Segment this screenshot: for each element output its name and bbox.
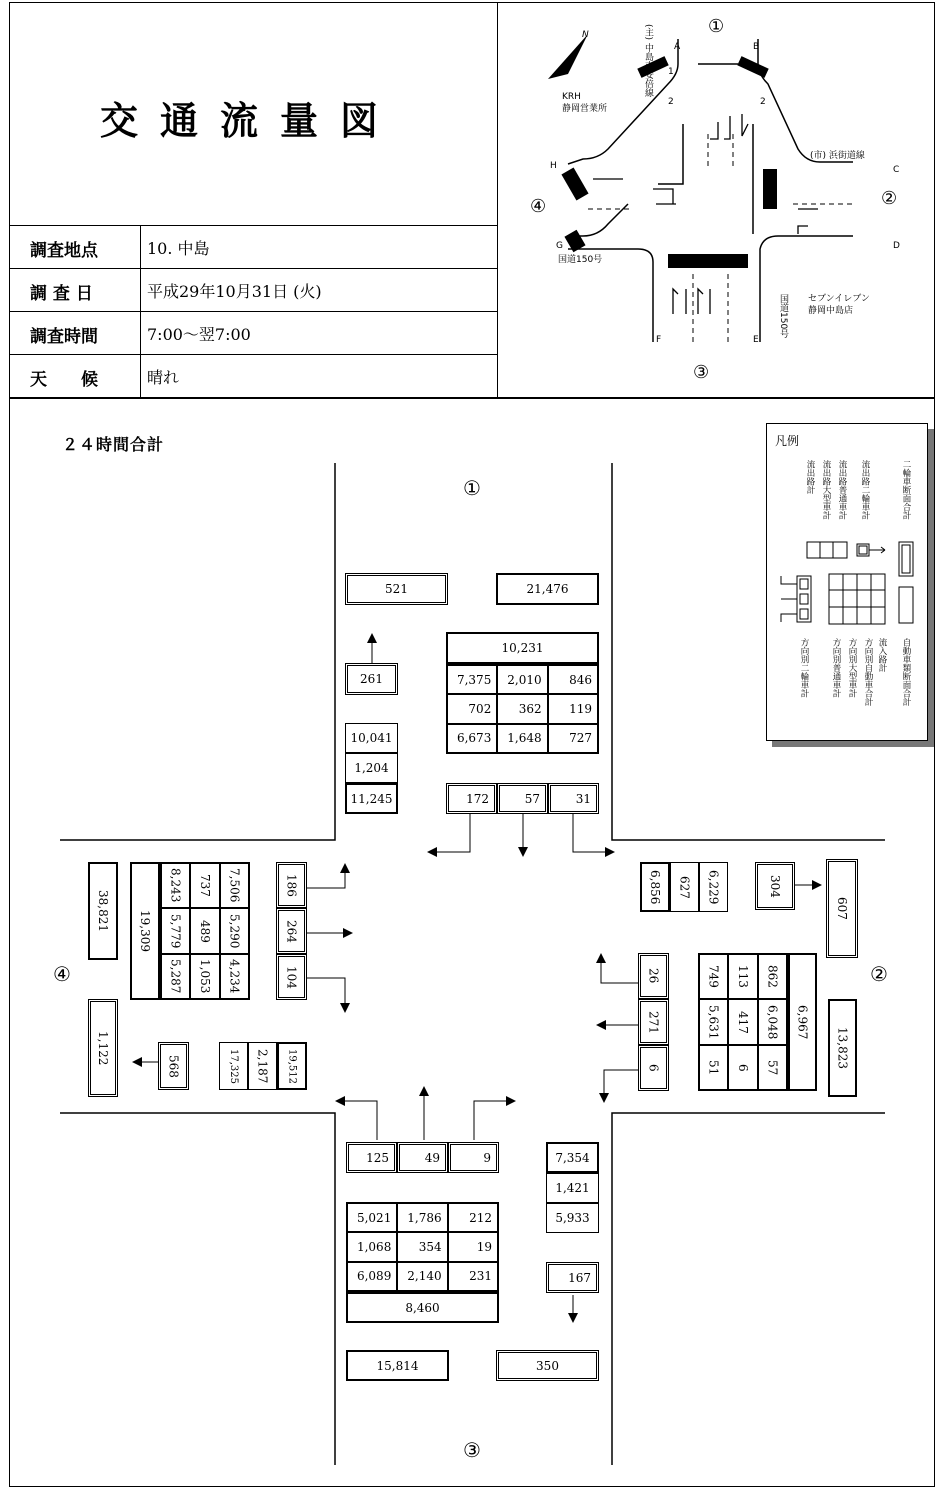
legend-title: 凡例: [775, 434, 800, 448]
map-point: F: [656, 335, 662, 345]
east-twowheel-section-total: 607: [826, 859, 858, 958]
legend-label: 二輪車断面合計: [901, 460, 911, 520]
north-dir-twowheel: 57: [497, 783, 548, 814]
map-lane-mark: 1: [760, 67, 766, 77]
grid-cell: 231: [448, 1262, 498, 1291]
south-direction-grid: [346, 1202, 499, 1292]
south-dir-twowheel: 49: [397, 1142, 448, 1173]
grid-cell: 6,048: [758, 999, 787, 1044]
map-road-west: 国道150号: [558, 255, 603, 265]
subtitle: ２４時間合計: [62, 435, 165, 454]
grid-cell: 7,375: [447, 665, 497, 694]
approach-label-south: ③: [463, 1438, 481, 1462]
map-point: C: [893, 165, 900, 175]
grid-cell: 6: [728, 1045, 757, 1090]
legend-label: 流出路普通車計: [837, 460, 847, 520]
map-lane-mark: 1: [668, 67, 674, 77]
grid-cell: 2,010: [497, 665, 547, 694]
map-approach-label: ①: [708, 16, 725, 37]
west-outflow-total: 19,512: [277, 1042, 307, 1090]
grid-cell: 737: [190, 863, 219, 908]
legend-label: 流出路二輪車計: [860, 460, 870, 520]
legend-label: 方向別大型車計: [847, 638, 857, 698]
grid-cell: 2,140: [397, 1262, 447, 1291]
grid-cell: 119: [548, 694, 598, 723]
grid-cell: 1,068: [347, 1232, 397, 1261]
map-point: B: [753, 42, 760, 52]
grid-cell: 727: [548, 724, 598, 753]
north-outflow-large: 1,204: [345, 753, 398, 783]
south-twowheel-section-total: 350: [496, 1350, 599, 1381]
south-dir-twowheel: 9: [448, 1142, 499, 1173]
value-time: 7:00～翌7:00: [147, 325, 251, 344]
map-approach-label: ④: [530, 196, 547, 217]
grid-cell: 4,234: [220, 954, 249, 999]
north-twowheel-section-total: 521: [345, 573, 448, 605]
map-place-seven: セブンイレブン: [808, 294, 870, 304]
west-dir-twowheel: 186: [276, 862, 307, 908]
label-date: 調 査 日: [30, 284, 93, 304]
map-place-krh: KRH: [562, 92, 581, 102]
south-inflow-total: 8,460: [346, 1292, 499, 1323]
grid-cell: 6,673: [447, 724, 497, 753]
east-dir-twowheel: 271: [638, 999, 669, 1045]
map-place-krh-office: 静岡営業所: [562, 104, 608, 114]
value-date: 平成29年10月31日 (火): [147, 282, 322, 301]
legend-label: 流出路大型車計: [821, 460, 831, 520]
page-title: 交通流量図: [99, 99, 400, 143]
west-outflow-large: 2,187: [248, 1042, 277, 1090]
map-north-label: N: [582, 30, 589, 40]
west-dir-twowheel: 264: [276, 908, 307, 954]
map-road-north: (主) 中島南安倍線: [643, 24, 653, 97]
east-inflow-total: 6,967: [788, 953, 817, 1091]
legend-label: 方向別二輪車計: [799, 638, 809, 698]
map-point: H: [550, 161, 557, 171]
west-dir-twowheel: 104: [276, 954, 307, 1000]
grid-cell: 6,089: [347, 1262, 397, 1291]
grid-cell: 1,648: [497, 724, 547, 753]
value-location: 10. 中島: [147, 239, 210, 258]
east-dir-twowheel: 26: [638, 953, 669, 999]
grid-cell: 5,631: [699, 999, 728, 1044]
map-lane-mark: 2: [760, 97, 766, 107]
north-outflow-twowheel: 261: [345, 663, 398, 695]
south-outflow-twowheel: 167: [546, 1262, 599, 1293]
legend-label: 方向別自動車合計: [863, 638, 873, 706]
south-dir-twowheel: 125: [346, 1142, 397, 1173]
south-car-section-total: 15,814: [346, 1350, 449, 1381]
grid-cell: 51: [699, 1045, 728, 1090]
grid-cell: 8,243: [161, 863, 190, 908]
map-road-south: 国道150号: [778, 294, 788, 339]
south-outflow-large: 1,421: [546, 1173, 599, 1203]
map-approach-label: ②: [881, 188, 898, 209]
grid-cell: 1,053: [190, 954, 219, 999]
grid-cell: 489: [190, 908, 219, 953]
grid-cell: 1,786: [397, 1203, 447, 1232]
grid-cell: 862: [758, 954, 787, 999]
map-point: E: [753, 335, 759, 345]
map-point: G: [556, 241, 563, 251]
label-location: 調査地点: [30, 241, 98, 261]
map-approach-label: ③: [693, 362, 710, 383]
map-place-seven-store: 静岡中島店: [808, 306, 854, 316]
grid-cell: 7,506: [220, 863, 249, 908]
south-outflow-total: 7,354: [546, 1142, 599, 1173]
grid-cell: 749: [699, 954, 728, 999]
north-inflow-total: 10,231: [446, 632, 599, 664]
north-outflow-total: 11,245: [345, 783, 398, 814]
east-outflow-large: 627: [670, 862, 699, 912]
north-direction-grid: [446, 664, 599, 754]
grid-cell: 19: [448, 1232, 498, 1261]
label-time: 調査時間: [30, 327, 98, 347]
legend-label: 方向別普通車計: [831, 638, 841, 698]
label-weather: 天 候: [30, 370, 98, 390]
grid-cell: 702: [447, 694, 497, 723]
map-road-east: (市) 浜街道線: [810, 151, 865, 161]
legend-label: 自動車類断面合計: [901, 638, 911, 706]
north-outflow-normal: 10,041: [345, 723, 398, 753]
grid-cell: 5,779: [161, 908, 190, 953]
west-direction-grid: [160, 862, 250, 1000]
grid-cell: 5,021: [347, 1203, 397, 1232]
north-dir-twowheel: 172: [446, 783, 497, 814]
east-dir-twowheel: 6: [638, 1045, 669, 1091]
grid-cell: 113: [728, 954, 757, 999]
grid-cell: 5,290: [220, 908, 249, 953]
west-inflow-total: 19,309: [130, 862, 160, 1000]
legend-label: 流入路計: [877, 638, 887, 672]
map-point: A: [674, 42, 681, 52]
grid-cell: 846: [548, 665, 598, 694]
grid-cell: 362: [497, 694, 547, 723]
east-car-section-total: 13,823: [828, 999, 857, 1097]
map-point: D: [893, 241, 900, 251]
west-car-section-total: 38,821: [88, 862, 118, 960]
approach-label-east: ②: [870, 962, 888, 986]
legend-label: 流出路計: [805, 460, 815, 494]
approach-label-west: ④: [53, 962, 71, 986]
west-outflow-normal: 17,325: [219, 1042, 248, 1090]
east-outflow-normal: 6,229: [699, 862, 728, 912]
grid-cell: 212: [448, 1203, 498, 1232]
south-outflow-normal: 5,933: [546, 1203, 599, 1233]
grid-cell: 354: [397, 1232, 447, 1261]
north-dir-twowheel: 31: [548, 783, 599, 814]
map-lane-mark: 2: [668, 97, 674, 107]
west-twowheel-section-total: 1,122: [88, 999, 118, 1097]
grid-cell: 417: [728, 999, 757, 1044]
east-direction-grid: [698, 953, 788, 1091]
west-outflow-twowheel: 568: [158, 1042, 189, 1090]
east-outflow-twowheel: 304: [755, 862, 795, 910]
east-outflow-total: 6,856: [640, 862, 670, 912]
north-car-section-total: 21,476: [496, 573, 599, 605]
grid-cell: 57: [758, 1045, 787, 1090]
grid-cell: 5,287: [161, 954, 190, 999]
value-weather: 晴れ: [147, 368, 180, 387]
approach-label-north: ①: [463, 476, 481, 500]
